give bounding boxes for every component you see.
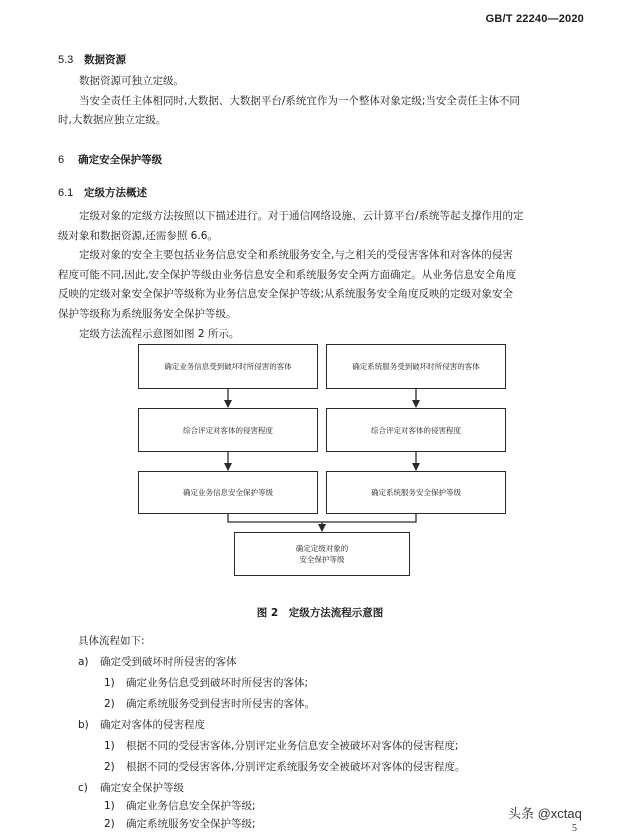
flow-box-text: 确定业务信息安全保护等级	[183, 488, 273, 497]
flow-box-text: 确定业务信息受到破坏时所侵害的客体	[164, 362, 292, 371]
list-text: 确定对客体的侵害程度	[100, 719, 205, 731]
flow-box-bottom	[234, 532, 410, 576]
list-text: 确定安全保护等级	[100, 782, 184, 794]
paragraph-line: 时,大数据应独立定级。	[58, 114, 167, 127]
paragraph: 数据资源可独立定级。	[79, 75, 184, 87]
list-item	[78, 654, 237, 669]
list-item	[78, 717, 205, 732]
figure-caption: 图 2 定级方法流程示意图	[256, 607, 384, 619]
list-item	[104, 798, 256, 813]
page-number: 5	[572, 823, 577, 834]
paragraph-line: 当安全责任主体相同时,大数据、大数据平台/系统宜作为一个整体对象定级;当安全责任主体不同	[79, 94, 520, 107]
flow-box-text: 确定系统服务受到破坏时所侵害的客体	[352, 362, 480, 371]
list-text: 确定业务信息受到破坏时所侵害的客体;	[126, 677, 309, 689]
list-label: 1)	[104, 800, 115, 812]
section-number: 6	[58, 154, 65, 166]
flow-box-left-1	[138, 344, 318, 389]
flow-box-text: 确定系统服务安全保护等级	[371, 488, 461, 497]
list-item	[104, 675, 308, 690]
list-text: 根据不同的受侵害客体,分别评定业务信息安全被破坏对客体的侵害程度;	[126, 740, 459, 752]
list-item	[104, 759, 465, 774]
paragraph-line: 程度可能不同,因此,安全保护等级由业务信息安全和系统服务安全两方面确定。从业务信息安全角度	[58, 268, 517, 281]
list-text: 确定受到破坏时所侵害的客体	[100, 656, 237, 668]
section-title: 定级方法概述	[84, 187, 147, 199]
paragraph-line: 保护等级称为系统服务安全保护等级。	[58, 307, 237, 320]
flow-box-right-3	[326, 471, 506, 514]
standard-code: GB/T 22240—2020	[485, 13, 584, 25]
flow-box-text: 安全保护等级	[299, 555, 345, 564]
paragraph-line: 定级对象的定级方法按照以下描述进行。对于通信网络设施、云计算平台/系统等起支撑作用的定	[79, 210, 524, 222]
list-label: c)	[78, 782, 88, 794]
list-text: 确定系统服务安全保护等级;	[126, 818, 256, 830]
list-item	[78, 780, 184, 795]
list-label: 1)	[104, 677, 115, 689]
list-label: 1)	[104, 740, 115, 752]
flow-box-right-1	[326, 344, 506, 389]
paragraph-line: 级对象和数据资源,还需参照 6.6。	[58, 229, 218, 242]
section-number: 6.1	[58, 187, 74, 199]
list-label: a)	[78, 656, 89, 668]
flow-box-right-2	[326, 408, 506, 452]
list-label: 2)	[104, 818, 115, 830]
watermark: 头条 @xctaq	[508, 806, 582, 821]
section-number: 5.3	[58, 54, 74, 66]
list-label: 2)	[104, 761, 115, 773]
list-item	[104, 696, 315, 711]
list-text: 确定系统服务受到侵害时所侵害的客体。	[126, 698, 315, 710]
flow-box-text: 综合评定对客体的侵害程度	[371, 425, 461, 435]
flow-box-left-3	[138, 471, 318, 514]
list-label: 2)	[104, 698, 115, 710]
section-title: 确定安全保护等级	[78, 154, 163, 166]
paragraph: 定级方法流程示意图如图 2 所示。	[79, 327, 240, 340]
process-intro: 具体流程如下:	[78, 635, 145, 647]
list-text: 根据不同的受侵害客体,分别评定系统服务安全被破坏对客体的侵害程度。	[126, 761, 466, 773]
flow-box-text: 确定定级对象的	[295, 544, 349, 553]
list-item	[104, 738, 458, 753]
list-text: 确定业务信息安全保护等级;	[126, 800, 256, 812]
list-item	[104, 816, 256, 831]
merge-connector	[228, 514, 416, 522]
flow-box-left-2	[138, 408, 318, 452]
list-label: b)	[78, 719, 89, 731]
section-title: 数据资源	[84, 54, 126, 66]
paragraph-line: 反映的定级对象安全保护等级称为业务信息安全保护等级;从系统服务安全角度反映的定级对象安全	[58, 288, 514, 301]
paragraph-line: 定级对象的安全主要包括业务信息安全和系统服务安全,与之相关的受侵害客体和对客体的侵害	[79, 249, 513, 262]
flow-box-text: 综合评定对客体的侵害程度	[183, 425, 273, 435]
